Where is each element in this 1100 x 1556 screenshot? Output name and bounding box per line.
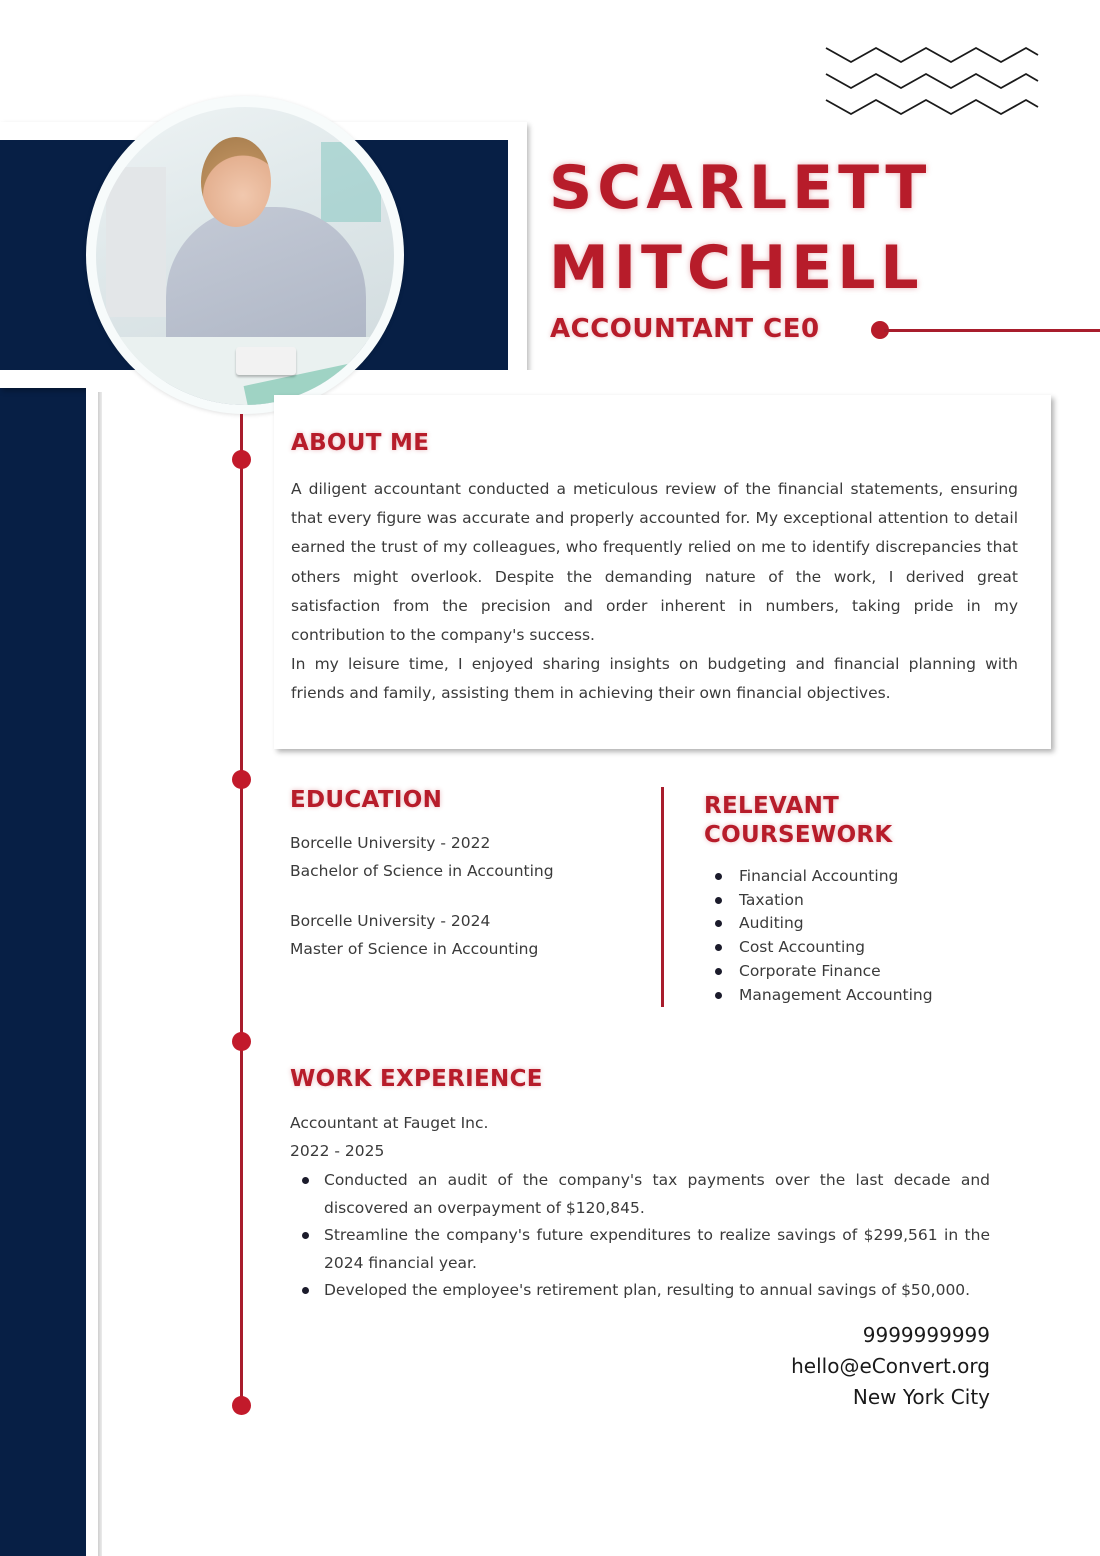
bullet-icon bbox=[715, 897, 722, 904]
coursework-item-label: Auditing bbox=[739, 914, 804, 933]
last-name: MITCHELL bbox=[549, 233, 924, 303]
profile-photo bbox=[96, 107, 394, 405]
education-degree: Bachelor of Science in Accounting bbox=[290, 862, 554, 880]
work-bullet-item bbox=[300, 1277, 990, 1305]
about-text bbox=[291, 475, 1018, 709]
coursework-item bbox=[712, 889, 933, 913]
coursework-item-label: Taxation bbox=[739, 890, 804, 909]
contact-email: hello@eConvert.org bbox=[791, 1354, 990, 1378]
zigzag-decoration-icon bbox=[824, 44, 1040, 116]
work-bullet-text: Streamline the company's future expenditures to realize savings of $299,561 in the 2024 financial year. bbox=[324, 1226, 990, 1272]
job-title: ACCOUNTANT CE0 bbox=[550, 314, 820, 344]
coursework-list bbox=[712, 865, 933, 1007]
education-heading: EDUCATION bbox=[290, 787, 443, 813]
about-paragraph: In my leisure time, I enjoyed sharing insights on budgeting and financial planning with friends and family, assisting them in achieving their own financial objectives. bbox=[291, 655, 1018, 703]
candidate-name bbox=[549, 148, 931, 308]
bullet-icon bbox=[715, 920, 722, 927]
work-period: 2022 - 2025 bbox=[290, 1142, 385, 1160]
coursework-item bbox=[712, 960, 933, 984]
work-bullet-text: Developed the employee's retirement plan, resulting to annual savings of $50,000. bbox=[324, 1281, 971, 1299]
photo-bg-shelf bbox=[106, 167, 166, 317]
timeline-dot-icon bbox=[232, 450, 251, 469]
coursework-item-label: Corporate Finance bbox=[739, 961, 881, 980]
timeline-dot-icon bbox=[232, 1396, 251, 1415]
bullet-icon bbox=[715, 873, 722, 880]
panel-edge-line bbox=[98, 392, 102, 1556]
coursework-item-label: Financial Accounting bbox=[739, 867, 899, 885]
contact-phone: 9999999999 bbox=[862, 1323, 990, 1347]
work-position: Accountant at Fauget Inc. bbox=[290, 1114, 489, 1132]
bullet-icon bbox=[302, 1287, 309, 1294]
work-heading: WORK EXPERIENCE bbox=[290, 1066, 543, 1092]
education-school: Borcelle University - 2024 bbox=[290, 912, 491, 930]
coursework-item-label: Management Accounting bbox=[739, 985, 933, 1004]
title-rule bbox=[884, 329, 1100, 332]
bullet-icon bbox=[715, 968, 722, 975]
education-degree: Master of Science in Accounting bbox=[290, 940, 539, 958]
timeline-dot-icon bbox=[232, 770, 251, 789]
contact-location: New York City bbox=[852, 1385, 990, 1409]
photo-bg-teal bbox=[321, 142, 381, 222]
coursework-item bbox=[712, 936, 933, 960]
coursework-heading-line2: COURSEWORK bbox=[704, 822, 893, 848]
photo-calculator bbox=[236, 347, 296, 375]
column-divider bbox=[661, 787, 664, 1007]
coursework-item bbox=[712, 984, 933, 1008]
first-name: SCARLETT bbox=[549, 153, 932, 223]
bullet-icon bbox=[302, 1232, 309, 1239]
about-paragraph: A diligent accountant conducted a meticulous review of the financial statements, ensuring that every figure was accurate and properly accounted for. My exceptional attention to detail earned the trust of my colleagues, who frequently relied on me to identify discrepancies that others might overlook. Despite the demanding nature of the work, I derived great satisfaction from the precision and order inherent in numbers, taking pride in my contribution to the company's success. bbox=[291, 480, 1018, 645]
timeline-line bbox=[240, 414, 243, 1406]
bullet-icon bbox=[715, 992, 722, 999]
education-school: Borcelle University - 2022 bbox=[290, 834, 491, 852]
work-bullet-text: Conducted an audit of the company's tax payments over the last decade and discovered an overpayment of $120,845. bbox=[324, 1171, 990, 1217]
coursework-heading bbox=[704, 782, 893, 860]
work-bullet-item bbox=[300, 1222, 990, 1277]
timeline-dot-icon bbox=[232, 1032, 251, 1051]
coursework-item bbox=[712, 865, 933, 889]
work-bullets bbox=[300, 1167, 990, 1305]
coursework-item bbox=[712, 912, 933, 936]
coursework-item-label: Cost Accounting bbox=[739, 938, 865, 957]
photo-person-head bbox=[201, 137, 271, 227]
work-bullet-item bbox=[300, 1167, 990, 1222]
bullet-icon bbox=[715, 944, 722, 951]
bullet-icon bbox=[302, 1177, 309, 1184]
about-heading: ABOUT ME bbox=[291, 430, 430, 456]
coursework-heading-line1: RELEVANT bbox=[704, 793, 840, 819]
